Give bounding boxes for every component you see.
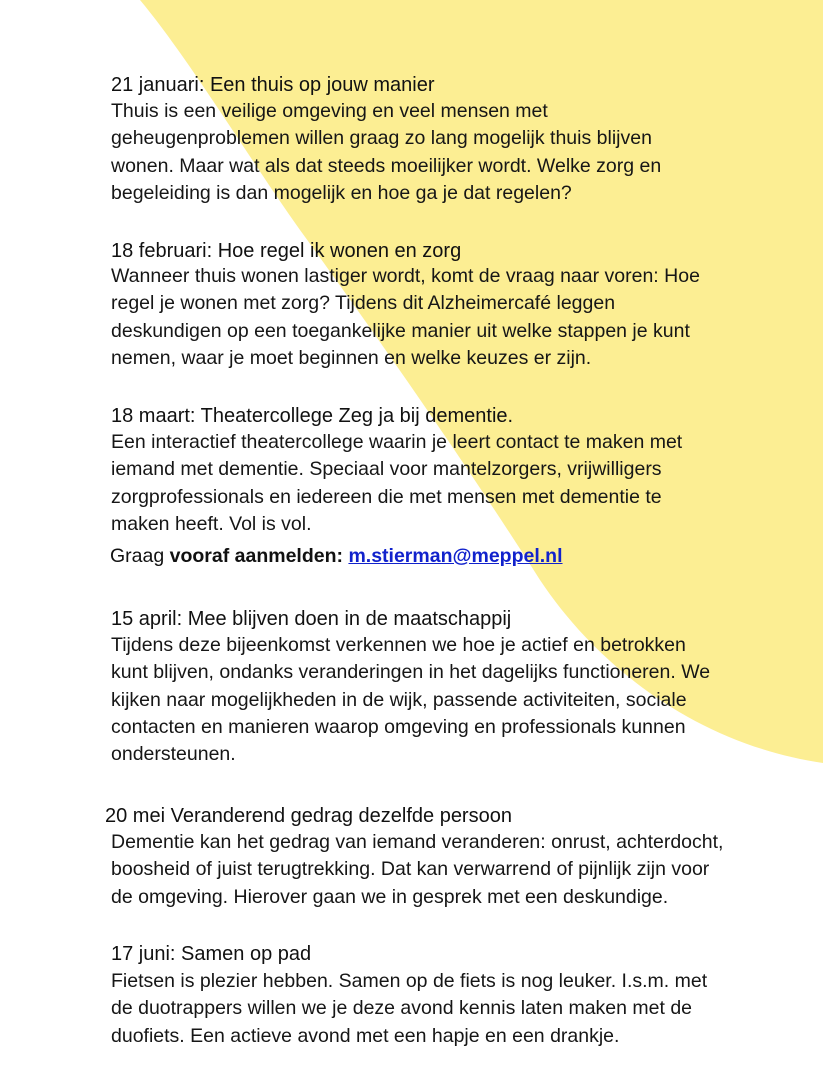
- signup-email-link[interactable]: m.stierman@meppel.nl: [348, 545, 563, 567]
- event-2-description: [111, 263, 776, 372]
- signup-label: vooraf aanmelden:: [169, 545, 344, 567]
- event-1-line: wonen. Maar wat als dat steeds moeilijker wordt. Welke zorg en: [111, 154, 662, 177]
- event-3-line: iemand met dementie. Speciaal voor mantelzorgers, vrijwilligers: [111, 458, 662, 481]
- event-5-date: 20 mei: [105, 805, 166, 827]
- event-4-date: 15 april:: [111, 608, 183, 630]
- event-1-line: geheugenproblemen willen graag zo lang mogelijk thuis blijven: [111, 127, 652, 150]
- event-1-title: Een thuis op jouw manier: [204, 74, 435, 96]
- event-3-title: Theatercollege Zeg ja bij dementie.: [195, 405, 514, 427]
- event-1-line: begeleiding is dan mogelijk en hoe ga je dat regelen?: [111, 181, 572, 204]
- event-6-date: 17 juni:: [111, 943, 176, 965]
- event-2-title: Hoe regel ik wonen en zorg: [212, 240, 462, 262]
- event-6-title: Samen op pad: [175, 943, 312, 965]
- event-4-line: contacten en manieren waarop omgeving en professionals kunnen: [111, 715, 686, 738]
- event-6-description: [111, 968, 776, 1050]
- event-5-line: boosheid of juist terugtrekking. Dat kan verwarrend of pijnlijk zijn voor: [111, 858, 710, 881]
- event-3-line: maken heeft. Vol is vol.: [111, 512, 312, 535]
- event-1-description: [111, 98, 776, 207]
- event-5-title: Veranderend gedrag dezelfde persoon: [165, 805, 512, 827]
- event-1-line: Thuis is een veilige omgeving en veel mensen met: [111, 100, 548, 122]
- event-2-line: nemen, waar je moet beginnen en welke keuzes er zijn.: [111, 346, 592, 369]
- event-4-description: [111, 632, 776, 768]
- event-6-heading: [111, 942, 311, 966]
- event-3-heading: [111, 404, 513, 428]
- event-5-description: [111, 829, 776, 911]
- event-5-heading: [105, 804, 512, 828]
- event-6-line: duofiets. Een actieve avond met een hapje en een drankje.: [111, 1024, 620, 1047]
- event-4-line: kunt blijven, ondanks veranderingen in het dagelijks functioneren. We: [111, 661, 711, 684]
- event-4-line: kijken naar mogelijkheden in de wijk, passende activiteiten, sociale: [111, 688, 687, 711]
- event-3-line: Een interactief theatercollege waarin je leert contact te maken met: [111, 431, 683, 453]
- event-4-line: Tijdens deze bijeenkomst verkennen we hoe je actief en betrokken: [111, 634, 686, 656]
- event-4-heading: [111, 607, 511, 631]
- event-1-heading: [111, 73, 435, 97]
- event-5-line: Dementie kan het gedrag van iemand veranderen: onrust, achterdocht,: [111, 831, 724, 853]
- event-1-date: 21 januari:: [111, 74, 205, 96]
- event-3-line: zorgprofessionals en iedereen die met mensen met dementie te: [111, 485, 662, 508]
- event-2-date: 18 februari:: [111, 240, 213, 262]
- event-3-date: 18 maart:: [111, 405, 196, 427]
- event-2-heading: [111, 239, 461, 263]
- event-4-title: Mee blijven doen in de maatschappij: [182, 608, 512, 630]
- event-3-description: [111, 429, 776, 538]
- event-6-line: Fietsen is plezier hebben. Samen op de fiets is nog leuker. I.s.m. met: [111, 970, 708, 992]
- signup-line: [110, 543, 563, 570]
- event-5-line: de omgeving. Hierover gaan we in gesprek met een deskundige.: [111, 885, 669, 908]
- event-6-line: de duotrappers willen we je deze avond kennis laten maken met de: [111, 997, 693, 1020]
- event-2-line: deskundigen op een toegankelijke manier uit welke stappen je kunt: [111, 319, 690, 342]
- signup-prefix: Graag: [110, 545, 170, 567]
- event-2-line: regel je wonen met zorg? Tijdens dit Alzheimercafé leggen: [111, 292, 616, 315]
- event-2-line: Wanneer thuis wonen lastiger wordt, komt de vraag naar voren: Hoe: [111, 265, 700, 287]
- event-4-line: ondersteunen.: [111, 743, 236, 766]
